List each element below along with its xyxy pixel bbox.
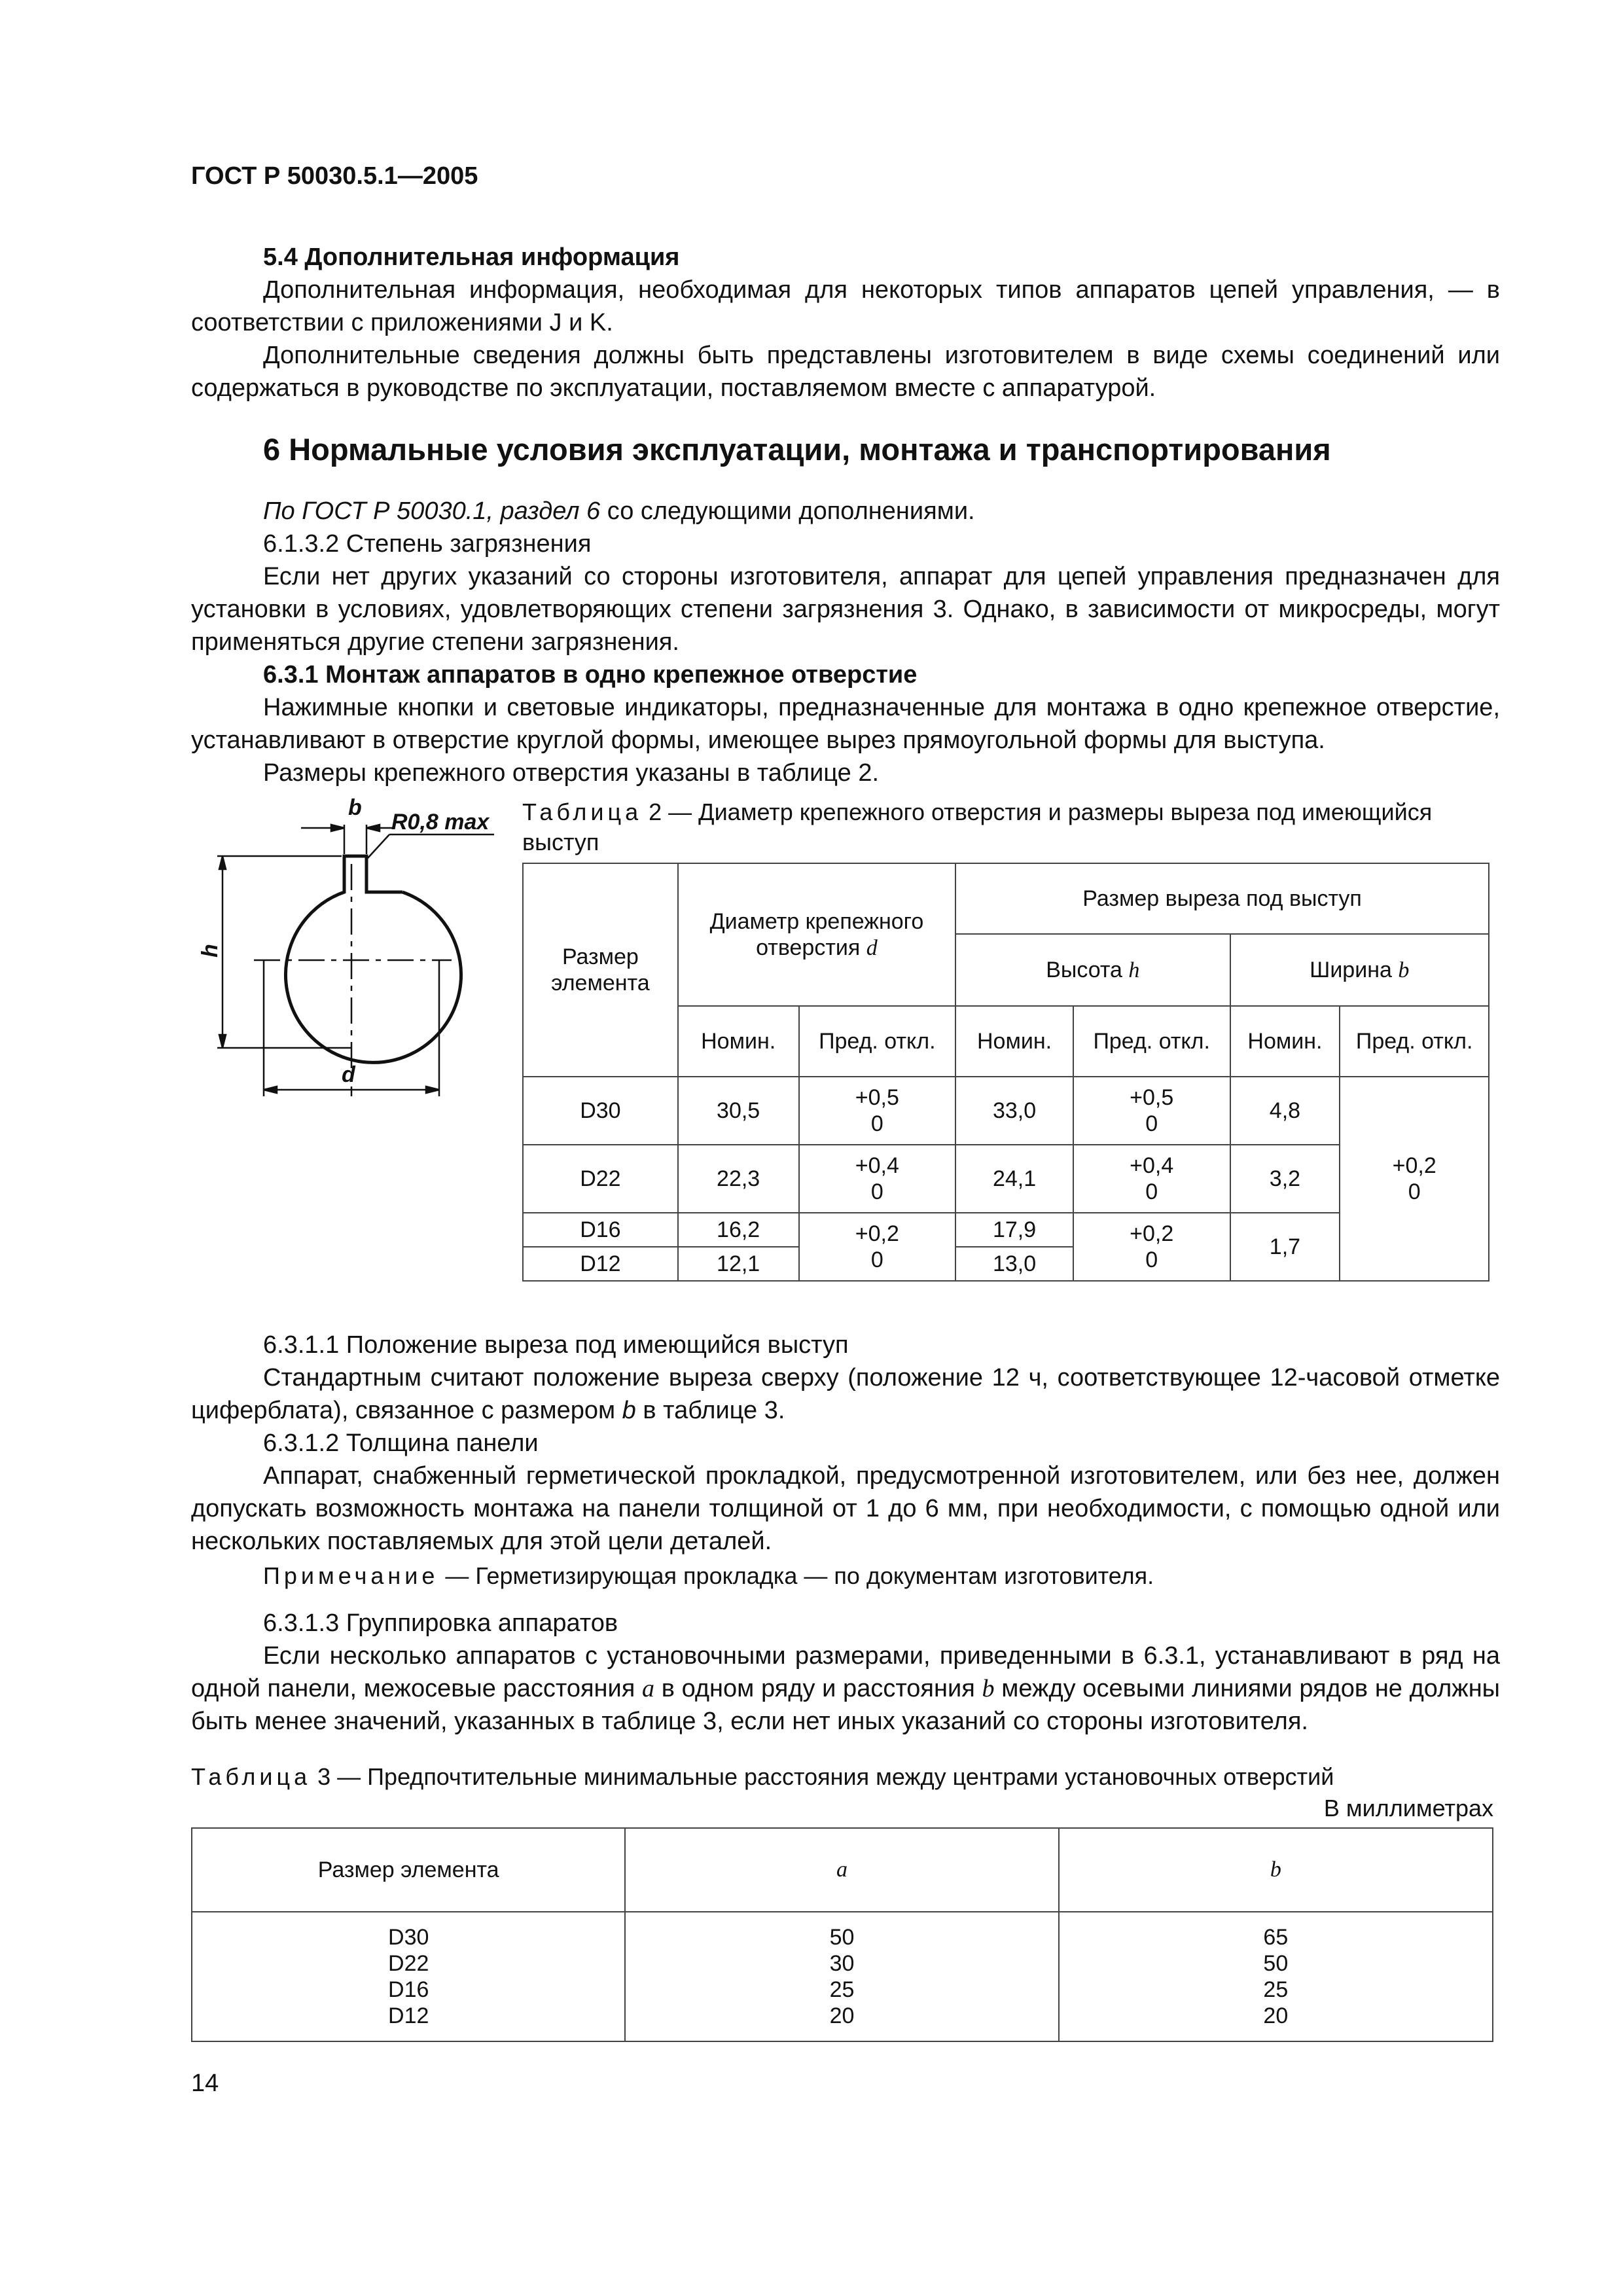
label-h: h [198,944,223,958]
mounting-hole-figure [196,789,510,1116]
label-radius: R0,8 max [391,810,490,834]
header-nominal: Номин. [1230,1006,1340,1077]
header-height: Высота h [955,934,1230,1006]
header-nominal: Номин. [678,1006,799,1077]
note-word: Примечание [263,1562,439,1589]
cell-b-nominal: 3,2 [1230,1145,1340,1213]
cell-b-values: 65 50 25 20 [1059,1912,1493,2041]
table-2-caption-text: 2 — Диаметр крепежного отверстия и размеры выреза под имеющийся выступ [522,798,1433,855]
cell-d-tolerance: +0,2 0 [799,1213,956,1281]
cell-h-nominal: 17,9 [955,1213,1073,1247]
section-6-3-1-3-title: 6.3.1.3 Группировка аппаратов [263,1609,618,1637]
section-6-3-1-2-paragraph: Аппарат, снабженный герметической прокладкой, предусмотренной изготовителем, или без нее, должен допускать возможность монтажа на панели толщиной от 1 до 6 мм, при необходимости, с помощью одной или нескольких поставляемых для этой цели деталей. [191,1462,1500,1555]
cell-a-values: 50 30 25 20 [625,1912,1058,2041]
h-arrow-bottom [219,1035,226,1048]
header-b: b [1059,1828,1493,1912]
section-6-3-1-paragraph-2: Размеры крепежного отверстия указаны в таблице 2. [263,759,880,787]
note-text: — Герметизирующая прокладка — по документам изготовителя. [438,1562,1154,1589]
table-row [523,1077,1489,1145]
table-2 [522,863,1489,1282]
cell-element: D12 [523,1247,678,1281]
section-6-3-1-3-paragraph: Если несколько аппаратов с установочными размерами, приведенными в 6.3.1, устанавливают в ряд на одной панели, межосевые расстояния a в одном ряду и расстояния b между осевыми линиями рядов не должны быть менее значений, указанных в таблице 3, если нет иных указаний со стороны изготовителя. [191,1642,1500,1735]
cell-b-tolerance: +0,2 0 [1340,1077,1489,1281]
section-6-3-1-1-title: 6.3.1.1 Положение выреза под имеющийся выступ [263,1331,849,1359]
h-arrow-top [219,856,226,869]
reference-italic: По ГОСТ Р 50030.1, раздел 6 [263,497,601,525]
cell-h-nominal: 13,0 [955,1247,1073,1281]
cell-b-nominal: 4,8 [1230,1077,1340,1145]
section-5-4-paragraph-2: Дополнительные сведения должны быть представлены изготовителем в виде схемы соединений или содержаться в руководстве по эксплуатации, поставляемом вместе с аппаратурой. [191,342,1500,402]
b-arrow-left [331,825,344,831]
header-cutout-size: Размер выреза под выступ [955,863,1489,934]
header-width: Ширина b [1230,934,1489,1006]
section-6-title: 6 Нормальные условия эксплуатации, монтажа и транспортирования [263,432,1331,467]
label-b: b [348,795,362,820]
table-3-caption [191,1762,1500,1792]
b-arrow-right [366,825,380,831]
section-5-4-title: 5.4 Дополнительная информация [263,243,680,271]
cell-d-nominal: 16,2 [678,1213,799,1247]
table-row [192,1912,1493,2041]
cell-d-nominal: 12,1 [678,1247,799,1281]
header-a: a [625,1828,1058,1912]
header-tolerance: Пред. откл. [799,1006,956,1077]
section-6-3-1-paragraph-1: Нажимные кнопки и световые индикаторы, предназначенные для монтажа в одно крепежное отверстие, устанавливают в отверстие круглой формы, имеющее вырез прямоугольной формы для выступа. [191,694,1500,754]
cell-d-nominal: 22,3 [678,1145,799,1213]
cell-d-tolerance: +0,4 0 [799,1145,956,1213]
header-tolerance: Пред. откл. [1340,1006,1489,1077]
cell-h-nominal: 24,1 [955,1145,1073,1213]
cell-d-tolerance: +0,5 0 [799,1077,956,1145]
section-6-1-3-2-paragraph: Если нет других указаний со стороны изготовителя, аппарат для цепей управления предназначен для установки в условиях, удовлетворяющих степени загрязнения 3. Однако, в зависимости от микросреды, могут применяться другие степени загрязнения. [191,563,1500,656]
cell-elements: D30 D22 D16 D12 [192,1912,625,2041]
cell-b-nominal: 1,7 [1230,1213,1340,1281]
header-nominal: Номин. [955,1006,1073,1077]
section-5-4-paragraph-1: Дополнительная информация, необходимая для некоторых типов аппаратов цепей управления, — в соответствии с приложениями J и K. [191,276,1500,336]
section-6-3-1-1-paragraph: Стандартным считают положение выреза сверху (положение 12 ч, соответствующее 12-часовой отметке циферблата), связанное с размером b в таблице 3. [191,1364,1500,1424]
cell-h-tolerance: +0,5 0 [1073,1077,1230,1145]
section-6-reference [191,495,1500,528]
header-hole-diameter: Диаметр крепежного отверстия d [678,863,955,1006]
table-2-caption-word: Таблица [522,798,643,825]
page-number: 14 [191,2070,219,2097]
table-3-units: В миллиметрах [1323,1795,1493,1821]
cell-element: D16 [523,1213,678,1247]
table-3 [191,1827,1493,2042]
note [191,1561,1500,1591]
section-6-1-3-2-title: 6.1.3.2 Степень загрязнения [263,530,592,558]
cell-element: D30 [523,1077,678,1145]
hole-outline [286,856,461,1062]
radius-leader [368,834,389,858]
cell-h-tolerance: +0,2 0 [1073,1213,1230,1281]
header-tolerance: Пред. откл. [1073,1006,1230,1077]
cell-element: D22 [523,1145,678,1213]
header-element-size: Размер элемента [523,863,678,1077]
table-3-caption-text: 3 — Предпочтительные минимальные расстояния между центрами установочных отверстий [311,1763,1334,1790]
section-6-3-1-2-title: 6.3.1.2 Толщина панели [263,1429,539,1457]
reference-rest: со следующими дополнениями. [600,497,975,525]
section-6-3-1-title: 6.3.1 Монтаж аппаратов в одно крепежное отверстие [263,661,918,689]
table-3-caption-word: Таблица [191,1763,312,1790]
table-2-caption [522,797,1497,857]
d-arrow-right [426,1086,439,1093]
d-arrow-left [264,1086,277,1093]
cell-h-nominal: 33,0 [955,1077,1073,1145]
cell-h-tolerance: +0,4 0 [1073,1145,1230,1213]
header-element-size: Размер элемента [192,1828,625,1912]
cell-d-nominal: 30,5 [678,1077,799,1145]
document-header: ГОСТ Р 50030.5.1—2005 [191,162,478,190]
label-d: d [342,1062,355,1087]
